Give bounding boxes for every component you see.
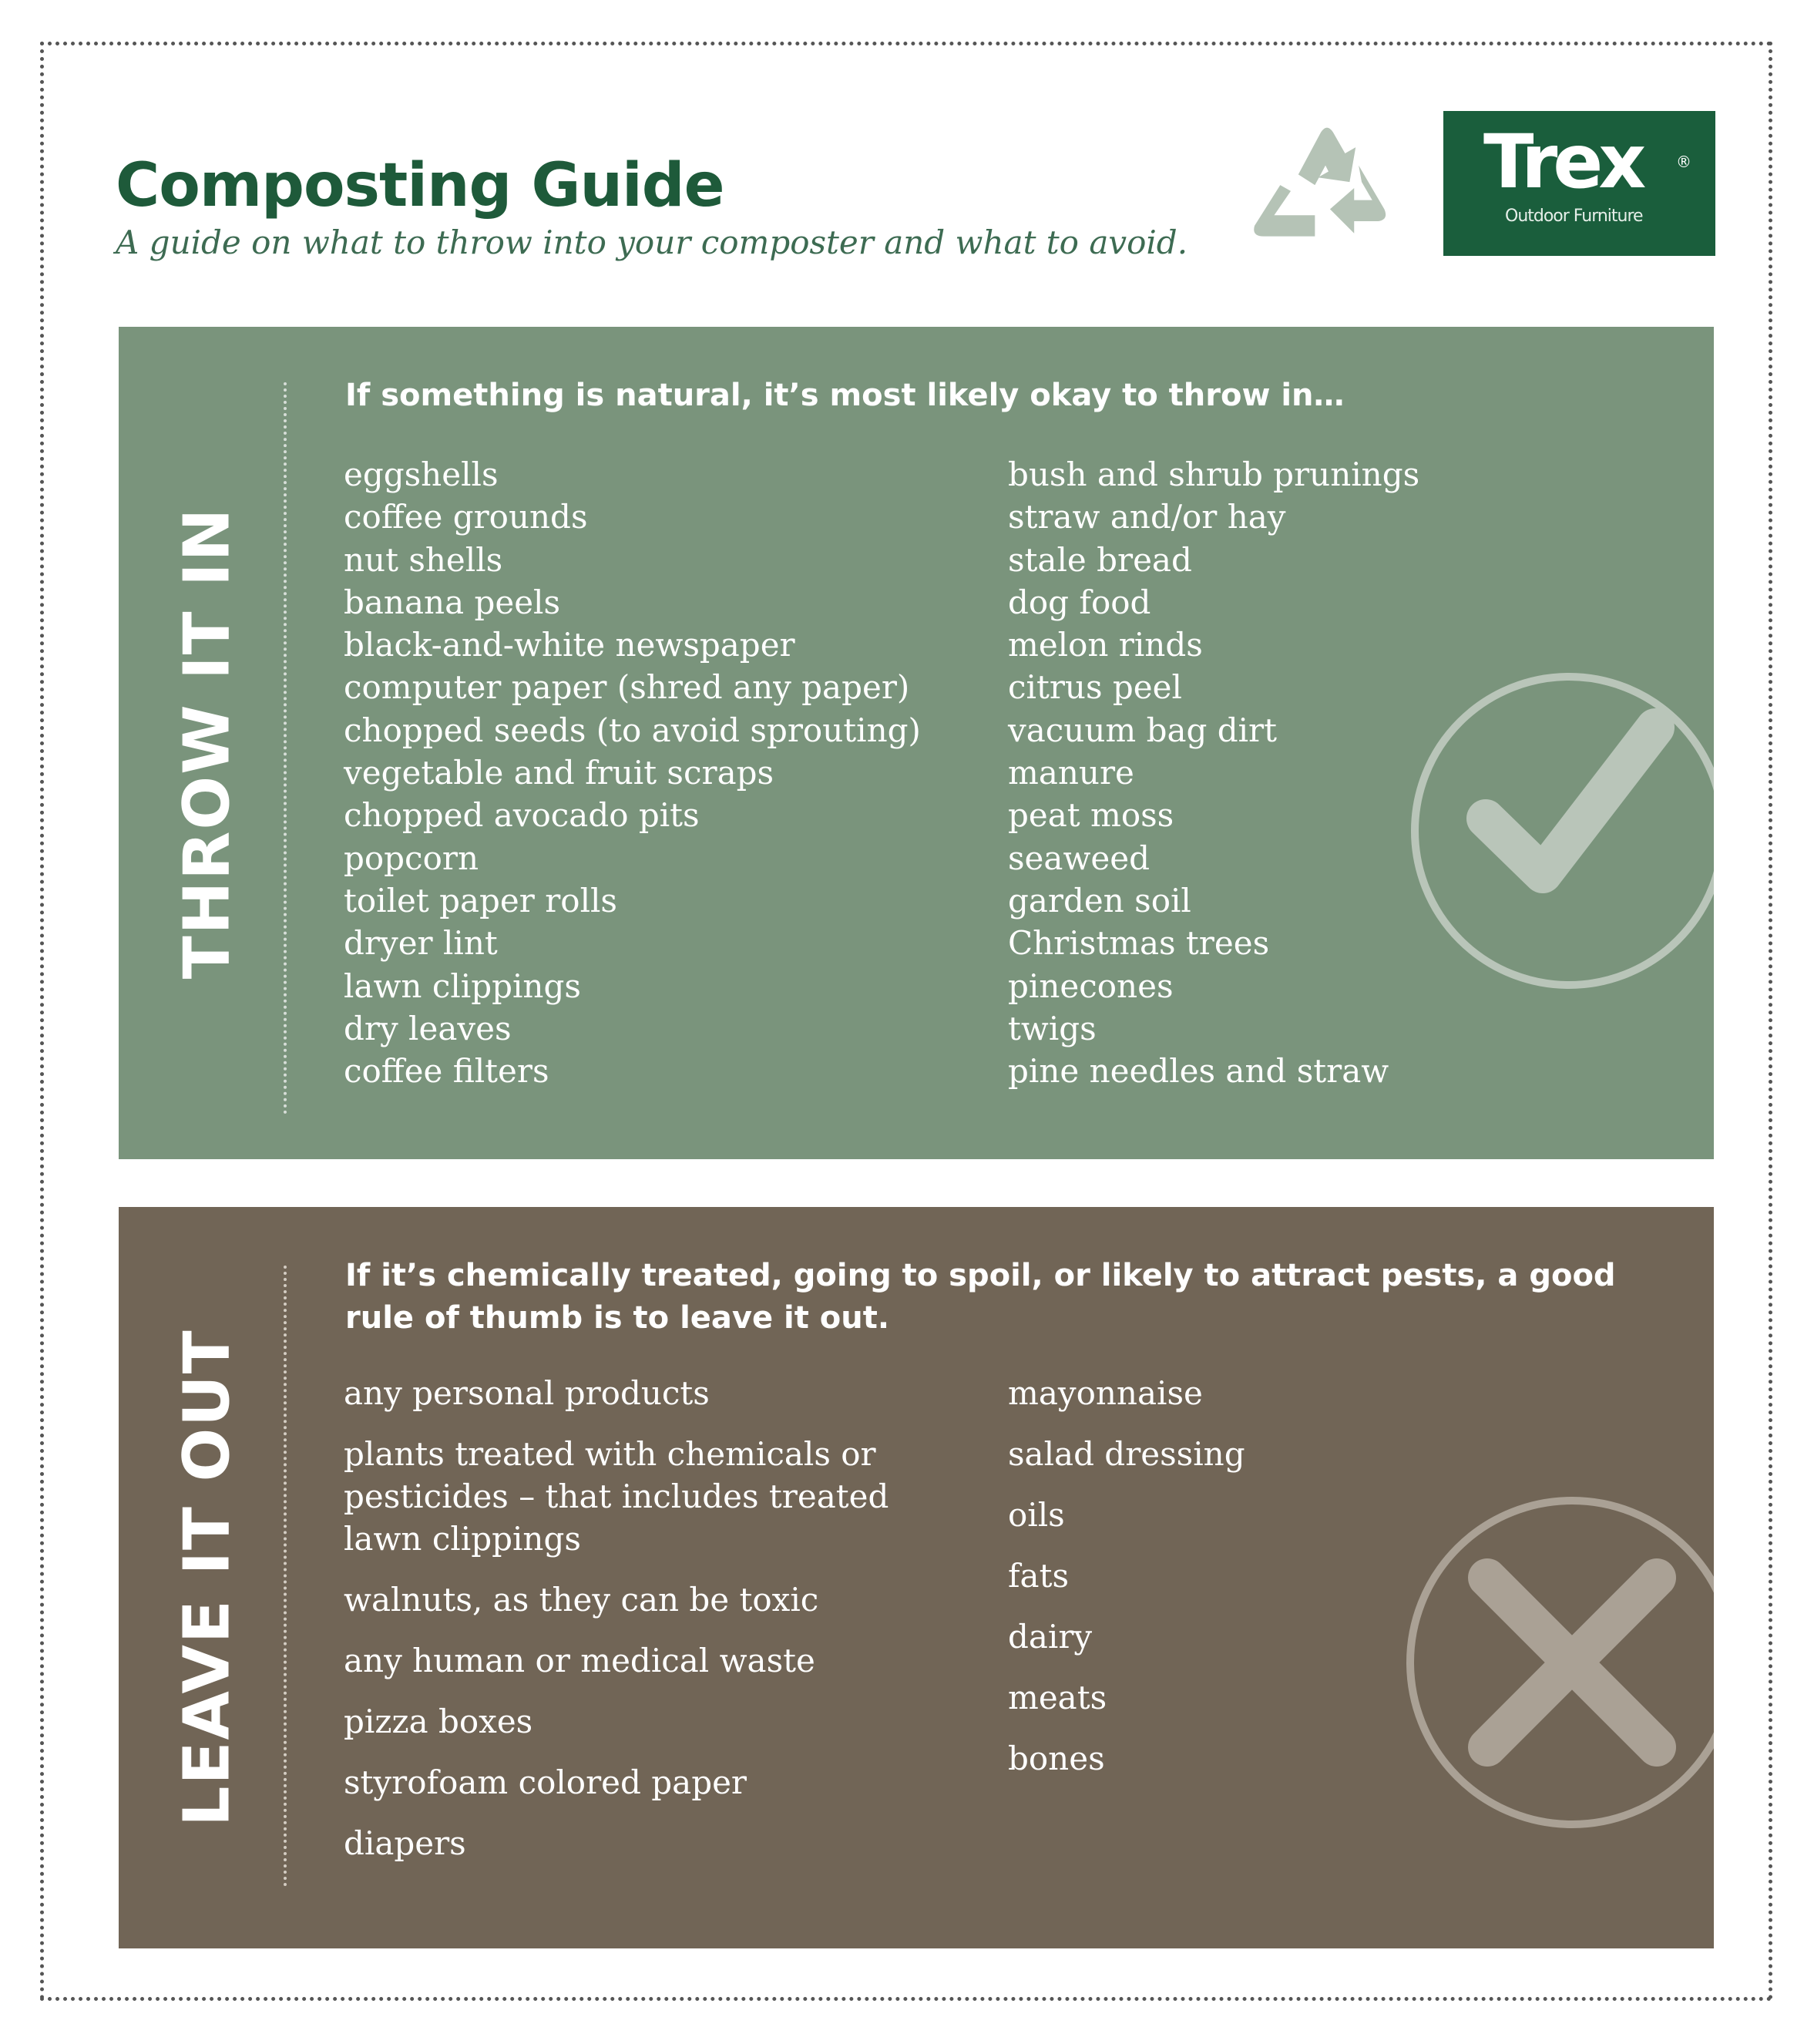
list-item: oils: [1008, 1496, 1065, 1534]
list-item: bones: [1008, 1740, 1105, 1777]
list-item: coffee grounds: [344, 498, 588, 536]
list-item: black-and-white newspaper: [344, 626, 795, 664]
dotted-divider: [284, 1266, 287, 1887]
list-item: dairy: [1008, 1618, 1093, 1656]
list-item: dry leaves: [344, 1009, 512, 1047]
list-item: styrofoam colored paper: [344, 1763, 747, 1801]
list-item: chopped avocado pits: [344, 796, 700, 835]
list-item: peat moss: [1008, 796, 1174, 835]
leave-out-list-left: [344, 1372, 929, 1883]
list-item: dog food: [1008, 583, 1151, 621]
list-item: lawn clippings: [344, 967, 581, 1005]
leave-it-out-heading: If it’s chemically treated, going to spoil, or likely to attract pests, a good rule of thumb is to leave it out.: [345, 1258, 1616, 1336]
list-item: manure: [1008, 754, 1134, 792]
throw-it-in-heading: If something is natural, it’s most likely okay to throw in…: [345, 378, 1345, 413]
list-item: banana peels: [344, 583, 561, 621]
list-item: mayonnaise: [1008, 1374, 1203, 1412]
list-item: meats: [1008, 1679, 1107, 1716]
list-item: straw and/or hay: [1008, 498, 1286, 536]
list-item: bush and shrub prunings: [1008, 456, 1420, 493]
list-item: Christmas trees: [1008, 924, 1270, 963]
x-circle-icon: [1402, 1493, 1714, 1832]
page-title: Composting Guide: [116, 151, 724, 220]
list-item: any personal products: [344, 1374, 710, 1412]
trex-logo: [1443, 111, 1715, 256]
list-item: computer paper (shred any paper): [344, 668, 910, 707]
list-item: stale bread: [1008, 540, 1192, 579]
list-item: melon rinds: [1008, 626, 1203, 664]
list-item: vacuum bag dirt: [1008, 711, 1278, 749]
list-item: twigs: [1008, 1009, 1097, 1047]
list-item: pine needles and straw: [1008, 1052, 1389, 1091]
list-item: seaweed: [1008, 839, 1150, 877]
checkmark-circle-icon: [1407, 669, 1714, 993]
list-item: coffee filters: [344, 1052, 549, 1091]
list-item: salad dressing: [1008, 1435, 1245, 1473]
list-item: citrus peel: [1008, 668, 1182, 707]
leave-it-out-label: LEAVE IT OUT: [170, 1329, 244, 1827]
logo-wordmark: Trex: [1483, 119, 1642, 205]
page-subtitle: A guide on what to throw into your composter and what to avoid.: [116, 224, 1188, 261]
list-item: eggshells: [344, 456, 499, 493]
leave-it-out-panel: [119, 1207, 1714, 1948]
recycle-icon: [1251, 116, 1402, 259]
list-item: toilet paper rolls: [344, 881, 617, 919]
logo-tagline: Outdoor Furniture: [1505, 207, 1643, 226]
throw-it-in-panel: [119, 327, 1714, 1159]
dotted-divider: [284, 382, 287, 1114]
list-item: pinecones: [1008, 967, 1174, 1005]
list-item: walnuts, as they can be toxic: [344, 1581, 819, 1619]
logo-registered-mark: ®: [1676, 153, 1691, 171]
list-item: plants treated with chemicals or pesticides – that includes treated lawn clippings: [344, 1435, 889, 1558]
list-item: pizza boxes: [344, 1703, 533, 1740]
list-item: diapers: [344, 1824, 466, 1862]
list-item: vegetable and fruit scraps: [344, 754, 774, 792]
list-item: dryer lint: [344, 924, 498, 963]
throw-in-list-right: [1008, 453, 1419, 1092]
list-item: garden soil: [1008, 881, 1191, 919]
throw-in-list-left: [344, 453, 921, 1092]
list-item: any human or medical waste: [344, 1642, 815, 1679]
list-item: fats: [1008, 1557, 1070, 1595]
leave-out-list-right: [1008, 1372, 1393, 1798]
list-item: popcorn: [344, 839, 479, 877]
list-item: chopped seeds (to avoid sprouting): [344, 711, 921, 749]
list-item: nut shells: [344, 540, 503, 579]
throw-it-in-label: THROW IT IN: [170, 506, 244, 980]
